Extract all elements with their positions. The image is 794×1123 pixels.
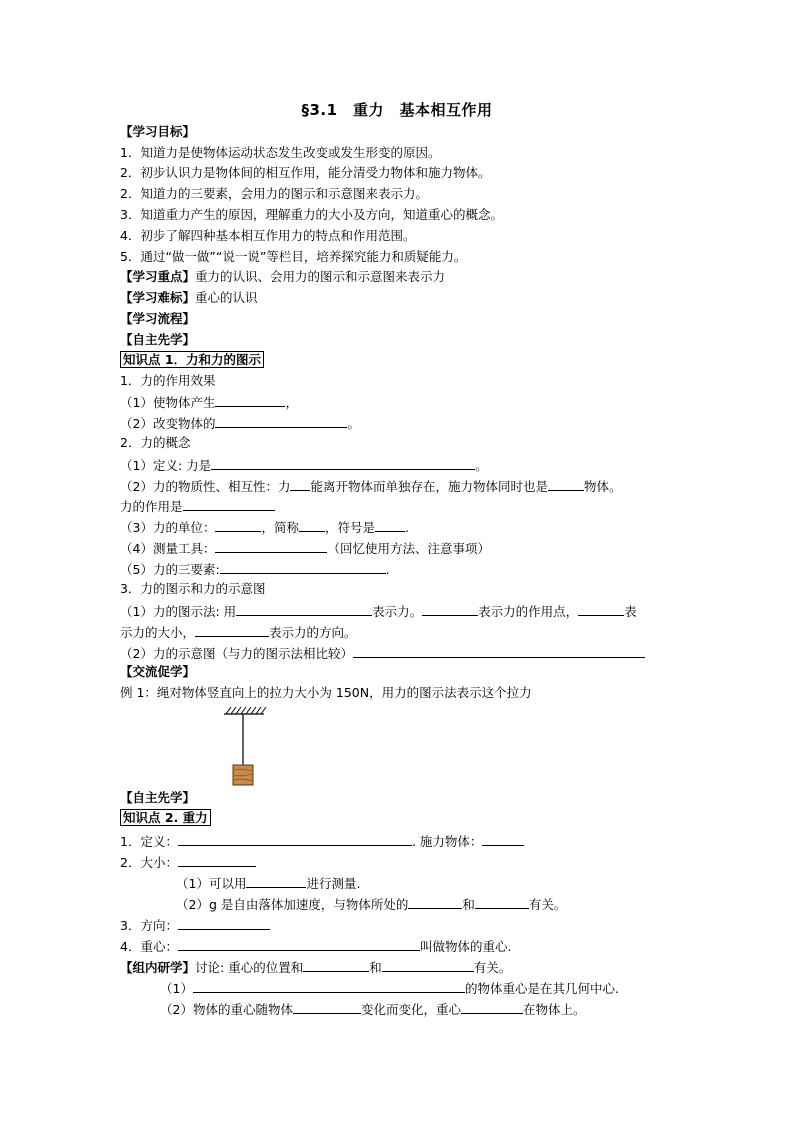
fill-in-blank[interactable]	[482, 832, 524, 846]
fill-in-blank[interactable]	[178, 916, 270, 930]
prompt-text: （2）g 是自由落体加速度，与物体所处的	[176, 897, 409, 912]
goal-item: 4．初步了解四种基本相互作用力的特点和作用范围。	[120, 228, 416, 243]
wood-block	[233, 765, 253, 785]
key-points-label: 【学习重点】	[120, 269, 196, 284]
blank-row	[120, 518, 409, 536]
fill-in-blank[interactable]	[548, 477, 584, 491]
goal-item: 3．知道重力产生的原因，理解重力的大小及方向，知道重心的概念。	[120, 207, 503, 222]
key-points-text: 重力的认识、会用力的图示和示意图来表示力	[195, 269, 446, 284]
fill-in-blank[interactable]	[211, 456, 475, 470]
fill-in-blank[interactable]	[246, 874, 306, 888]
prompt-text: .	[385, 562, 390, 577]
blank-row	[120, 539, 490, 557]
fill-in-blank[interactable]	[178, 832, 412, 846]
blank-row	[176, 874, 360, 892]
fill-in-blank[interactable]	[578, 602, 624, 616]
section-1-heading: 1．力的作用效果	[120, 373, 216, 388]
fill-in-blank[interactable]	[475, 895, 529, 909]
prompt-text: （1）使物体产生	[120, 395, 216, 410]
blank-row	[120, 832, 524, 850]
prompt-text: 。	[347, 416, 360, 431]
prompt-text: （2）物体的重心随物体	[160, 1002, 293, 1017]
page-title: §3.1 重力 基本相互作用	[301, 101, 493, 119]
fill-in-blank[interactable]	[290, 477, 310, 491]
prompt-text: 的物体重心是在其几何中心.	[464, 981, 619, 996]
prompt-text: （1）力的图示法: 用	[120, 604, 237, 619]
hanging-block-figure	[222, 704, 267, 790]
knowledge-point-1	[120, 352, 264, 368]
difficulty-text: 重心的认识	[195, 290, 258, 305]
blank-row	[176, 895, 566, 913]
knowledge-point-1-box: 知识点 1．力和力的图示	[120, 351, 264, 368]
prompt-text: （回忆使用方法、注意事项）	[327, 541, 490, 556]
blank-row	[120, 937, 511, 955]
prompt-text: 力的作用是	[120, 499, 183, 514]
prompt-text: （4）测量工具：	[120, 541, 216, 556]
prompt-text: 变化而变化，重心	[360, 1002, 461, 1017]
fill-in-blank[interactable]	[178, 853, 256, 867]
blank-row	[120, 560, 390, 578]
prompt-text: 1．定义：	[120, 834, 178, 849]
blank-row	[120, 623, 357, 641]
blank-row	[120, 916, 270, 934]
prompt-text: 3．方向：	[120, 918, 178, 933]
blank-row	[120, 853, 256, 871]
blank-row	[160, 979, 619, 997]
prompt-text: （3）力的单位：	[120, 520, 216, 535]
prompt-text: .	[405, 520, 409, 535]
goal-item: 2．知道力的三要素，会用力的图示和示意图来表示力。	[120, 186, 428, 201]
fill-in-blank[interactable]	[220, 560, 386, 574]
fill-in-blank[interactable]	[215, 393, 285, 407]
fill-in-blank[interactable]	[299, 518, 325, 532]
blank-row	[160, 1000, 586, 1018]
example-1: 例 1：绳对物体竖直向上的拉力大小为 150N，用力的图示法表示这个拉力	[120, 685, 532, 700]
prompt-text: 示力的大小，	[120, 625, 196, 640]
fill-in-blank[interactable]	[215, 414, 347, 428]
fill-in-blank[interactable]	[215, 518, 261, 532]
blank-row	[120, 477, 622, 495]
fill-in-blank[interactable]	[236, 602, 372, 616]
blank-row	[120, 602, 637, 620]
prompt-text: 4．重心：	[120, 939, 178, 954]
goal-item: 5．通过“做一做”“说一说”等栏目，培养探究能力和质疑能力。	[120, 249, 467, 264]
goals-heading: 【学习目标】	[120, 124, 196, 139]
knowledge-point-2	[120, 810, 211, 826]
section-3-heading: 3．力的图示和力的示意图	[120, 581, 266, 596]
prompt-text: 讨论: 重心的位置和	[195, 960, 304, 975]
group-study-label: 【组内研学】	[120, 960, 196, 975]
prompt-text: ，符号是	[324, 520, 375, 535]
prompt-text: 表示力的方向。	[269, 625, 357, 640]
self-study-heading-2: 【自主先学】	[120, 790, 196, 805]
prompt-text: （1）定义: 力是	[120, 458, 212, 473]
fill-in-blank[interactable]	[461, 1000, 523, 1014]
blank-row	[120, 393, 298, 411]
prompt-text: 。	[475, 458, 488, 473]
ceiling-hatch	[224, 707, 266, 714]
prompt-text: （2）力的示意图（与力的图示法相比较）	[120, 646, 353, 661]
prompt-text: ，	[285, 395, 298, 410]
key-points-row	[120, 269, 445, 285]
fill-in-blank[interactable]	[353, 644, 645, 658]
goal-item: 2．初步认识力是物体间的相互作用，能分清受力物体和施力物体。	[120, 165, 491, 180]
prompt-text: （1）可以用	[176, 876, 247, 891]
prompt-text: 叫做物体的重心.	[419, 939, 512, 954]
prompt-text: （2）改变物体的	[120, 416, 216, 431]
prompt-text: 表示力。	[372, 604, 423, 619]
knowledge-point-2-box: 知识点 2. 重力	[120, 809, 211, 826]
prompt-text: 表示力的作用点，	[478, 604, 579, 619]
prompt-text: 有关。	[473, 960, 512, 975]
prompt-text: 在物体上。	[522, 1002, 586, 1017]
fill-in-blank[interactable]	[303, 958, 369, 972]
blank-row	[120, 456, 488, 474]
prompt-text: 有关。	[528, 897, 567, 912]
prompt-text: . 施力物体：	[411, 834, 483, 849]
goal-item: 1．知道力是使物体运动状态发生改变或发生形变的原因。	[120, 145, 441, 160]
fill-in-blank[interactable]	[178, 937, 420, 951]
fill-in-blank[interactable]	[375, 518, 405, 532]
prompt-text: 2．大小：	[120, 855, 178, 870]
fill-in-blank[interactable]	[293, 1000, 361, 1014]
fill-in-blank[interactable]	[422, 602, 478, 616]
difficulty-label: 【学习难标】	[120, 290, 196, 305]
fill-in-blank[interactable]	[382, 958, 474, 972]
fill-in-blank[interactable]	[183, 497, 275, 511]
difficulty-row	[120, 290, 258, 306]
prompt-text: 进行测量.	[306, 876, 361, 891]
blank-row	[120, 644, 645, 662]
fill-in-blank[interactable]	[408, 895, 462, 909]
fill-in-blank[interactable]	[193, 979, 465, 993]
prompt-text: 和	[462, 897, 475, 912]
blank-row	[120, 414, 360, 432]
fill-in-blank[interactable]	[195, 623, 269, 637]
section-2-heading: 2．力的概念	[120, 435, 191, 450]
prompt-text: （5）力的三要素:	[120, 562, 220, 577]
fill-in-blank[interactable]	[215, 539, 327, 553]
blank-row	[120, 497, 275, 515]
prompt-text: （1）	[160, 981, 193, 996]
prompt-text: 物体。	[583, 479, 622, 494]
prompt-text: （2）力的物质性、相互性：力	[120, 479, 291, 494]
blank-row	[120, 958, 511, 976]
self-study-heading: 【自主先学】	[120, 332, 196, 347]
prompt-text: ，简称	[261, 520, 299, 535]
exchange-heading: 【交流促学】	[120, 664, 196, 679]
prompt-text: 能离开物体而单独存在，施力物体同时也是	[310, 479, 548, 494]
prompt-text: 和	[369, 960, 382, 975]
prompt-text: 表	[624, 604, 637, 619]
process-heading: 【学习流程】	[120, 311, 196, 326]
